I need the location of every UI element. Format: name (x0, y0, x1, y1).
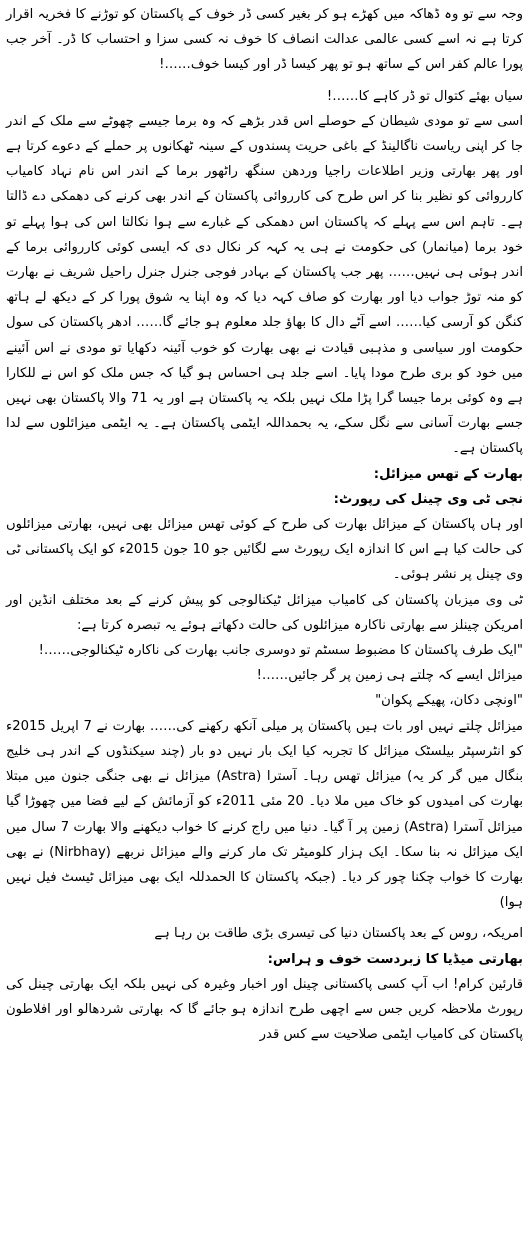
quote-line-1: "ایک طرف پاکستان کا مضبوط سسٹم تو دوسری جانب بھارت کی ناکارہ ٹیکنالوجی……! (38, 643, 523, 659)
paragraph-report-intro: اور ہاں پاکستان کے میزائل بھارت کی طرح کے کوئی تھس میزائل بھی نہیں، بھارتی میزائلوں کی حالت کیا ہے اس کا اندازہ ایک رپورٹ سے لگائیں جو 10 جون 2015ء کو ایک پاکستانی ٹی وی چینل پر نشر ہوئی۔ (6, 517, 523, 583)
paragraph-tv-host: ٹی وی میزبان پاکستان کی کامیاب میزائل ٹیکنالوجی کو پیش کرنے کے بعد مختلف انڈین اور امریکن چینلز سے بھارتی ناکارہ میزائلوں کی حالت دکھاتے ہوئے یہ تبصرہ کرتا ہے: (6, 592, 523, 633)
paragraph-intro: وجہ سے تو وہ ڈھاکہ میں کھڑے ہو کر بغیر کسی ڈر خوف کے پاکستان کو توڑنے کا فخریہ اقرار کرتا ہے نہ اسے کسی عالمی عدالت انصاف کا خوف نہ کسی سزا و احتساب کا ڈر۔ آخر جب پورا عالم کفر اس کے ساتھ ہو تو پھر کیسا ڈر اور کیسا خوف……! (6, 7, 523, 73)
paragraph-modi-threat: اسی سے تو مودی شیطان کے حوصلے اس قدر بڑھے کہ وہ برما جیسے چھوٹے سے ملک کے اندر جا کر اپنی ریاست ناگالینڈ کے باغی حریت پسندوں کے سینہ ٹھکانوں پر حملے کے دعوے کرتا ہے اور پھر بھارتی وزیر اطلاعات راجیا وردھن سنگھ راٹھور برما کے اندر اس نام نہاد کامیاب کارروائی کو نظیر بنا کر اس طرح کی کارروائی پاکستان کے اندر بھی کرنے کی دھمکی دے ڈالتا ہے۔ تاہم اس سے پہلے کہ پاکستان اس دھمکی کے غبارے سے ہوا نکالتا اس کی ہوا پہلے تو خود برما (میانمار) کی حکومت نے ہی یہ کہہ کر نکال دی کہ ایسی کوئی کارروائی برما کے اندر ہوئی ہی نہیں…… پھر جب پاکستان کے بہادر فوجی جنرل جنرل راحیل شریف نے بھارت کو منہ توڑ جواب دیا اور بھارت کو صاف کہہ دیا کہ وہ اپنا یہ شوق پورا کر کے دیکھ لے ہاتھ کنگن کو آرسی کیا…… اسے آٹے دال کا بھاؤ جلد معلوم ہو جائے گا…… ادھر پاکستان کی سول حکومت اور سیاسی و مذہبی قیادت نے بھی بھارت کو خوب آئینہ دکھایا تو مودی نے اس آئینے میں خود کو بری طرح مودا پایا۔ اسے جلد ہی احساس ہو گیا کہ جس ملک کو اس نے للکارا ہے وہ کوئی برما جیسا گرا پڑا ملک نہیں بلکہ یہ پاکستان ہے اور یہ 71 والا پاکستان بھی نہیں جسے بھارت آسانی سے نگل سکے، یہ بحمداللہ ایٹمی پاکستان ہے۔ یہ ایٹمی میزائلوں سے لدا پاکستان ہے۔ (6, 113, 524, 457)
section-heading-tv-report: نجی ٹی وی چینل کی رپورٹ: (333, 491, 523, 507)
quote-line-3: "اونچی دکان، پھیکے پکوان" (375, 693, 523, 709)
paragraph-missile-failures: میزائل چلتے نہیں اور بات ہیں پاکستان پر میلی آنکھ رکھنے کی…… بھارت نے 7 اپریل 2015ء کو انٹرسپٹر بیلسٹک میزائل کا تجربہ کیا ایک بار نہیں دو بار (چند سیکنڈوں کے اندر ہی خلیج بنگال میں گر کر یہ) میزائل تھس رہا۔ آسترا (Astra) میزائل نے بھی جنگی جنون میں مبتلا بھارت کی امیدوں کو خاک میں ملا دیا۔ 20 مئی 2011ء کو آزمائش کے لیے فضا میں چھوڑا گیا میزائل آسترا (Astra) زمین پر آ گیا۔ دنیا میں راج کرنے کا خواب دیکھنے والا بھارت 7 سال میں ایک میزائل نہ بنا سکا۔ ایک ہزار کلومیٹر تک مار کرنے والے میزائل نربھے (Nirbhay) نے بھی بھارت کا خواب چکنا چور کر دیا۔ (جبکہ پاکستان کا الحمدللہ ایک بھی میزائل ٹیسٹ فیل نہیں ہوا) (6, 718, 524, 911)
paragraph-readers: قارئین کرام! اب آپ کسی پاکستانی چینل اور اخبار وغیرہ کی نہیں بلکہ ایک بھارتی چینل کی رپورٹ ملاحظہ کریں جس سے اچھی طرح اندازہ ہو جائے گا کہ بھارتی شردھالو اور افلاطون پاکستان کی کامیاب ایٹمی صلاحیت سے کس قدر (6, 976, 523, 1043)
paragraph-third-power: امریکہ، روس کے بعد پاکستان دنیا کی تیسری بڑی طاقت بن رہا ہے (154, 926, 523, 942)
section-heading-indian-missiles: بھارت کے تھس میزائل: (373, 466, 523, 482)
section-heading-indian-media: بھارتی میڈیا کا زبردست خوف و ہراس: (267, 951, 523, 967)
quote-line-2: میزائل ایسے کہ چلتے ہی زمین پر گر جائیں……! (256, 668, 523, 684)
proverb-line: سیاں بھئے کتوال تو ڈر کاہے کا……! (326, 88, 523, 104)
